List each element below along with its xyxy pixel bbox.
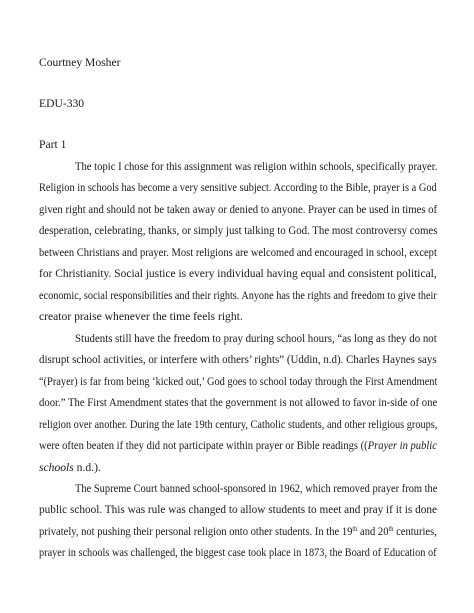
paragraph-line [39, 525, 437, 539]
line-text: centuries, [393, 525, 437, 538]
line-text: n.d.). [73, 461, 101, 474]
paragraph-line: between Christians and prayer. Most religions are welcomed and encouraged in school, except [39, 246, 437, 259]
paragraph-line: religion over another. During the late 19th century, Catholic students, and other religious groups, [39, 418, 438, 431]
paragraph-line: prayer in schools was challenged, the biggest case took place in 1873, the Board of Education of [39, 546, 437, 559]
paragraph-line: creator praise whenever the time feels right. [39, 310, 243, 323]
paragraph-line: disrupt school activities, or interfere with others’ rights” (Uddin, n.d). Charles Haynes says [39, 353, 437, 366]
line-text: and 20 [357, 525, 389, 538]
course-code: EDU-330 [39, 97, 85, 110]
line-text: were often beaten if they did not participate within prayer or Bible readings (( [39, 439, 368, 452]
citation-title: Prayer in public [367, 439, 437, 452]
paragraph-line: public school. This was rule was changed to allow students to meet and pray if it is done [39, 503, 437, 516]
ordinal-suffix: th [352, 525, 358, 533]
paragraph-line: “(Prayer) is far from being ‘kicked out,’ God goes to school today through the First Amendment [39, 375, 438, 388]
paragraph-line: door.” The First Amendment states that the government is not allowed to favor in-side of one [39, 396, 438, 409]
ordinal-suffix: th [388, 525, 394, 533]
line-text: privately, not pushing their personal religion onto other students. In the 19 [39, 525, 353, 538]
paragraph-line: The Supreme Court banned school-sponsored in 1962, which removed prayer from the [75, 482, 438, 495]
paragraph-line [39, 461, 101, 475]
author-name: Courtney Mosher [39, 56, 121, 69]
paragraph-line: Students still have the freedom to pray during school hours, “as long as they do not [75, 332, 437, 345]
paragraph-line: for Christianity. Social justice is every individual having equal and consistent political, [39, 267, 437, 280]
section-heading: Part 1 [39, 138, 67, 151]
paragraph-line: economic, social responsibilities and their rights. Anyone has the rights and freedom to give their [39, 289, 437, 302]
paragraph-line: desperation, celebrating, thanks, or simply just talking to God. The most controversy comes [39, 224, 438, 237]
paragraph-line: given right and should not be taken away or denied to anyone. Prayer can be used in times of [39, 203, 438, 216]
citation-title: schools [39, 461, 74, 474]
paragraph-line: Religion in schools has become a very sensitive subject. According to the Bible, prayer is a God [39, 181, 437, 194]
paragraph-line: The topic I chose for this assignment was religion within schools, specifically prayer. [75, 160, 438, 173]
paragraph-line [39, 439, 437, 453]
